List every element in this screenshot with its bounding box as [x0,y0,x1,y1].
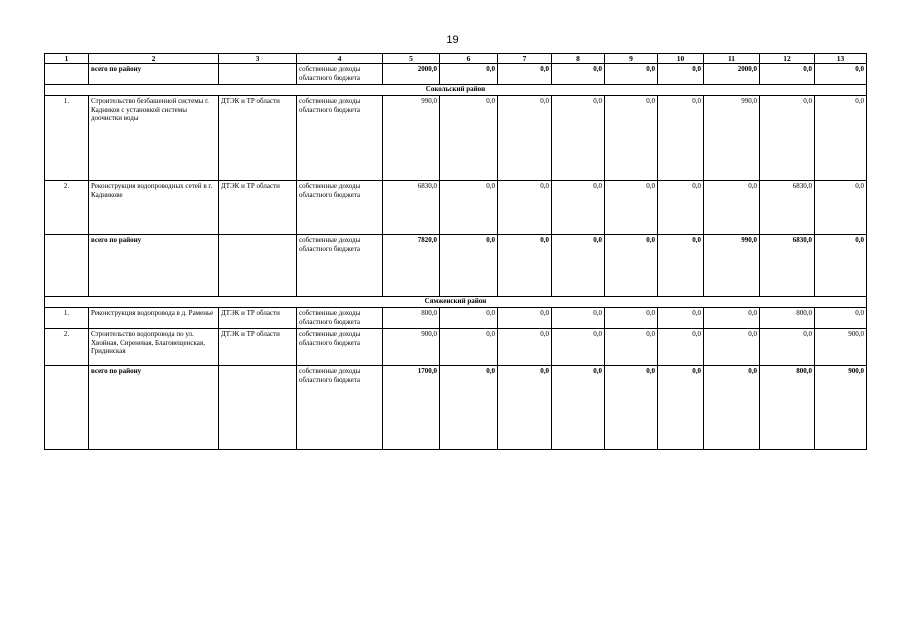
total-row [45,64,867,85]
table-cell: 800,0 [760,307,815,328]
table-cell: 0,0 [704,365,760,449]
table-cell: 0,0 [704,328,760,365]
table-cell: 0,0 [498,180,552,234]
table-cell: 990,0 [383,95,440,180]
table-cell: 0,0 [440,95,498,180]
header-cell: 9 [605,54,658,64]
table-cell: 0,0 [658,234,704,296]
total-row [45,365,867,449]
table-cell: собственные доходы областного бюджета [297,234,383,296]
header-cell: 3 [219,54,297,64]
table-cell: Строительство водопровода по ул. Хвойная, Сиреневая, Благовещенская, Гридинская [89,328,219,365]
table-cell [45,234,89,296]
table-cell: 0,0 [760,95,815,180]
table-cell: 0,0 [552,365,605,449]
table-cell: 0,0 [815,307,867,328]
table-cell: 0,0 [440,64,498,85]
header-cell: 11 [704,54,760,64]
table-cell: 0,0 [605,328,658,365]
table-cell: 2000,0 [704,64,760,85]
header-cell: 6 [440,54,498,64]
table-cell: 0,0 [760,328,815,365]
table-cell: всего по району [89,234,219,296]
table-cell: Реконструкция водопровода в д. Раменье [89,307,219,328]
table-cell: 0,0 [605,95,658,180]
table-cell: 0,0 [605,180,658,234]
table-cell: собственные доходы областного бюджета [297,365,383,449]
table-cell: 800,0 [760,365,815,449]
table-cell: 0,0 [552,95,605,180]
table-cell [219,234,297,296]
table-cell: 0,0 [605,365,658,449]
table-cell: собственные доходы областного бюджета [297,64,383,85]
header-row [45,54,867,64]
header-cell: 2 [89,54,219,64]
table-cell: 2. [45,180,89,234]
header-cell: 7 [498,54,552,64]
table-row [45,180,867,234]
table-cell: 0,0 [658,95,704,180]
table-cell: 0,0 [498,328,552,365]
table-cell: 0,0 [552,328,605,365]
table-cell: всего по району [89,365,219,449]
budget-table [44,53,867,450]
table-cell [45,365,89,449]
table-cell: ДТЭК и ТР области [219,328,297,365]
table-cell: 0,0 [605,307,658,328]
table-cell: 0,0 [440,328,498,365]
section-row [45,296,867,307]
table-cell: 0,0 [552,234,605,296]
header-cell: 4 [297,54,383,64]
table-cell: 0,0 [658,365,704,449]
table-cell: 0,0 [440,365,498,449]
table-cell: ДТЭК и ТР области [219,180,297,234]
header-cell: 8 [552,54,605,64]
table-cell [219,365,297,449]
table-cell: 0,0 [440,180,498,234]
table-cell: 0,0 [815,64,867,85]
table-cell: 990,0 [704,234,760,296]
table-cell: собственные доходы областного бюджета [297,307,383,328]
table-cell: 6830,0 [760,234,815,296]
section-title: Сокольский район [45,84,867,95]
table-cell: 0,0 [498,95,552,180]
table-cell: 2000,0 [383,64,440,85]
table-cell: собственные доходы областного бюджета [297,95,383,180]
table-cell: собственные доходы областного бюджета [297,180,383,234]
table-cell: 2. [45,328,89,365]
table-cell [45,64,89,85]
table-cell: 0,0 [815,180,867,234]
table-cell: 800,0 [383,307,440,328]
table-row [45,95,867,180]
table-cell: 0,0 [658,307,704,328]
table-cell: 0,0 [440,234,498,296]
table-cell: ДТЭК и ТР области [219,95,297,180]
table-cell: 900,0 [815,328,867,365]
table-cell: 0,0 [552,64,605,85]
header-cell: 13 [815,54,867,64]
table-cell: 1. [45,95,89,180]
table-cell: 0,0 [815,95,867,180]
table-cell [219,64,297,85]
header-cell: 10 [658,54,704,64]
table-cell: 0,0 [440,307,498,328]
table-cell: 0,0 [815,234,867,296]
table-cell: 0,0 [552,307,605,328]
header-cell: 5 [383,54,440,64]
section-row [45,84,867,95]
table-cell: 0,0 [658,64,704,85]
table-cell: 1700,0 [383,365,440,449]
table-cell: 0,0 [658,180,704,234]
table-cell: Строительство безбашенной системы г. Кадников с установкой системы доочистки воды [89,95,219,180]
table-cell: 1. [45,307,89,328]
table-cell: 0,0 [605,234,658,296]
header-cell: 12 [760,54,815,64]
table-cell: 990,0 [704,95,760,180]
table-cell: 7820,0 [383,234,440,296]
table-cell: 0,0 [760,64,815,85]
table-row [45,328,867,365]
table-cell: 0,0 [498,234,552,296]
table-cell: 0,0 [704,180,760,234]
table-cell: 6830,0 [383,180,440,234]
table-cell: 6830,0 [760,180,815,234]
section-title: Сямженский район [45,296,867,307]
table-cell: 0,0 [605,64,658,85]
table-cell: 0,0 [498,307,552,328]
table-cell: собственные доходы областного бюджета [297,328,383,365]
table-cell: 0,0 [704,307,760,328]
table-cell: 0,0 [552,180,605,234]
header-cell: 1 [45,54,89,64]
table-cell: 0,0 [658,328,704,365]
table-cell: ДТЭК и ТР области [219,307,297,328]
table-cell: 0,0 [498,64,552,85]
table-cell: 0,0 [498,365,552,449]
table-cell: Реконструкция водопроводных сетей в г. Кадникове [89,180,219,234]
page-number: 19 [446,34,459,46]
table-cell: 900,0 [383,328,440,365]
total-row [45,234,867,296]
table-cell: 900,0 [815,365,867,449]
table-cell: всего по району [89,64,219,85]
table-row [45,307,867,328]
